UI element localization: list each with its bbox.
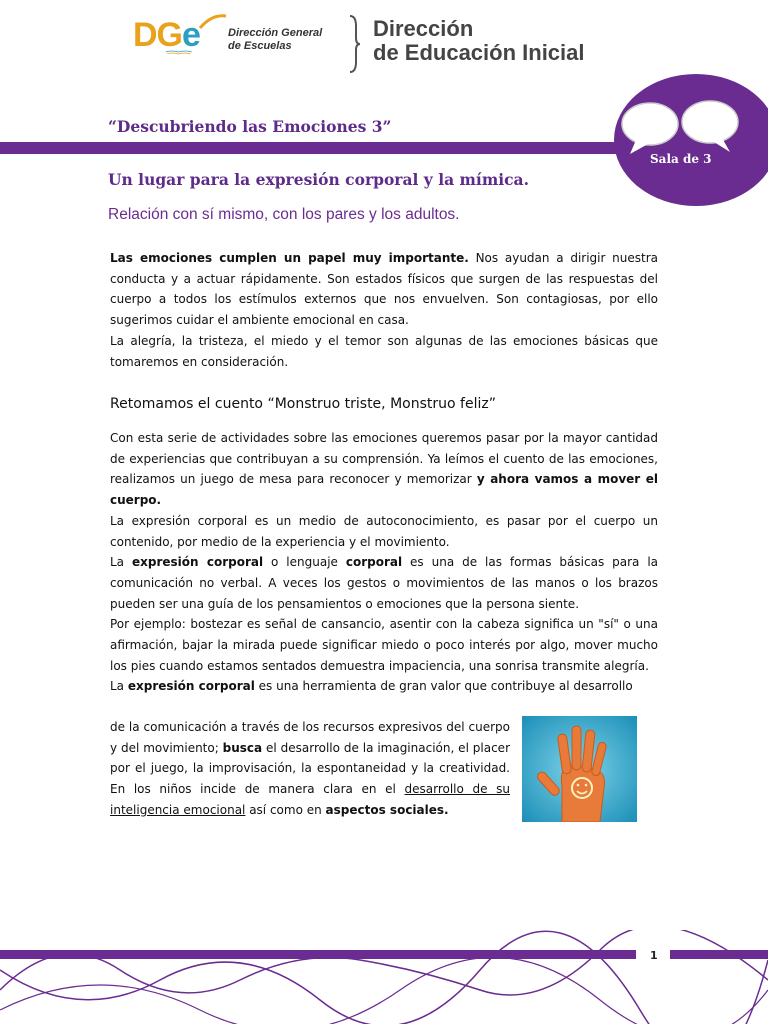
p5-d: de la comunicación a través de los recursos expresivos del cuerpo y del movimiento; <box>110 720 510 755</box>
p3-b2: corporal <box>345 555 403 570</box>
p3-a: La <box>110 555 132 570</box>
sala-badge: Sala de 3 <box>650 152 712 166</box>
dge-sub-line2: de Escuelas <box>228 40 292 52</box>
p5-b: expresión corporal <box>127 679 255 694</box>
dge-subtitle <box>228 27 322 53</box>
p5-a: La <box>110 679 128 694</box>
emotional-intelligence-link[interactable]: desarrollo de su inteligencia emocional <box>110 782 510 817</box>
footer-band-left <box>0 950 636 959</box>
p1-text: Con esta serie de actividades sobre las emociones queremos pasar por la mayor cantidad de experiencias que contribuyan a su comprensión. Ya leímos el cuento de las emociones, realizamos un juego de mesa para reconocer y memorizar <box>110 431 658 487</box>
body-paragraph-wrap <box>110 717 510 821</box>
brace-divider-icon <box>346 14 362 74</box>
p5-e: busca <box>222 740 263 755</box>
smiling-hand-image <box>522 716 637 822</box>
p3-b1: expresión corporal <box>131 555 264 570</box>
logo-dg: DG <box>133 16 182 54</box>
p5-c: es una herramienta de gran valor que contribuye al desarrollo <box>254 679 633 694</box>
footer-band-right <box>670 950 768 959</box>
story-subtitle: Retomamos el cuento “Monstruo triste, Monstruo feliz” <box>110 396 496 412</box>
p5-f: el desarrollo de la imaginación, el placer por el juego, la improvisación, la espontaneidad y la creatividad. En los niños incide de manera clara en el <box>110 740 510 797</box>
footer-waves <box>0 930 768 1024</box>
intro-paragraph <box>110 248 658 372</box>
relation-title: Relación con sí mismo, con los pares y los adultos. <box>108 206 460 223</box>
p2-text: La expresión corporal es un medio de autoconocimiento, es pasar por el cuerpo un contenido, por medio de la experiencia y el movimiento. <box>110 513 658 549</box>
header-band <box>0 142 650 154</box>
dei-line1: Dirección <box>373 16 474 41</box>
p5-i: aspectos sociales. <box>325 802 449 817</box>
swoosh-icon <box>198 14 228 30</box>
p3-c: o lenguaje <box>263 555 346 570</box>
logo-e: e <box>182 16 200 54</box>
body-paragraph-1 <box>110 428 658 697</box>
p1-bold: y ahora vamos a mover el cuerpo. <box>110 472 658 508</box>
dge-sub-line1: Dirección General <box>228 27 323 39</box>
secondary-title: Un lugar para la expresión corporal y la mímica. <box>108 170 529 189</box>
intro-line2: La alegría, la tristeza, el miedo y el temor son algunas de las emociones básicas que tomaremos en consideración. <box>110 333 658 369</box>
dei-line2: de Educación Inicial <box>373 40 585 65</box>
intro-rest: Nos ayudan a dirigir nuestra conducta y a actuar rápidamente. Son estados físicos que surgen de las respuestas del cuerpo a todos los estímulos externos que nos envuelven. Son contagiosas, por ello sugerimos cuidar el ambiente emocional en casa. <box>110 251 658 328</box>
p4-text: Por ejemplo: bostezar es señal de cansancio, asentir con la cabeza significa un "sí" o una afirmación, bajar la mirada puede significar miedo o poco interés por algo, mover mucho los pies cuando estamos sentados demuestra impaciencia, una sonrisa transmite alegría. <box>110 617 658 673</box>
main-title: “Descubriendo las Emociones 3” <box>108 117 392 136</box>
page-number: 1 <box>650 949 658 962</box>
p3-d: es una de las formas básicas para la comunicación no verbal. A veces los gestos o movimientos de las manos o los brazos pueden ser una guía de los pensamientos o emociones que la persona siente. <box>110 555 659 611</box>
book-icon <box>135 50 225 70</box>
p5-h: así como en <box>245 802 326 817</box>
dei-title <box>373 17 585 65</box>
intro-bold: Las emociones cumplen un papel muy importante. <box>110 251 469 265</box>
